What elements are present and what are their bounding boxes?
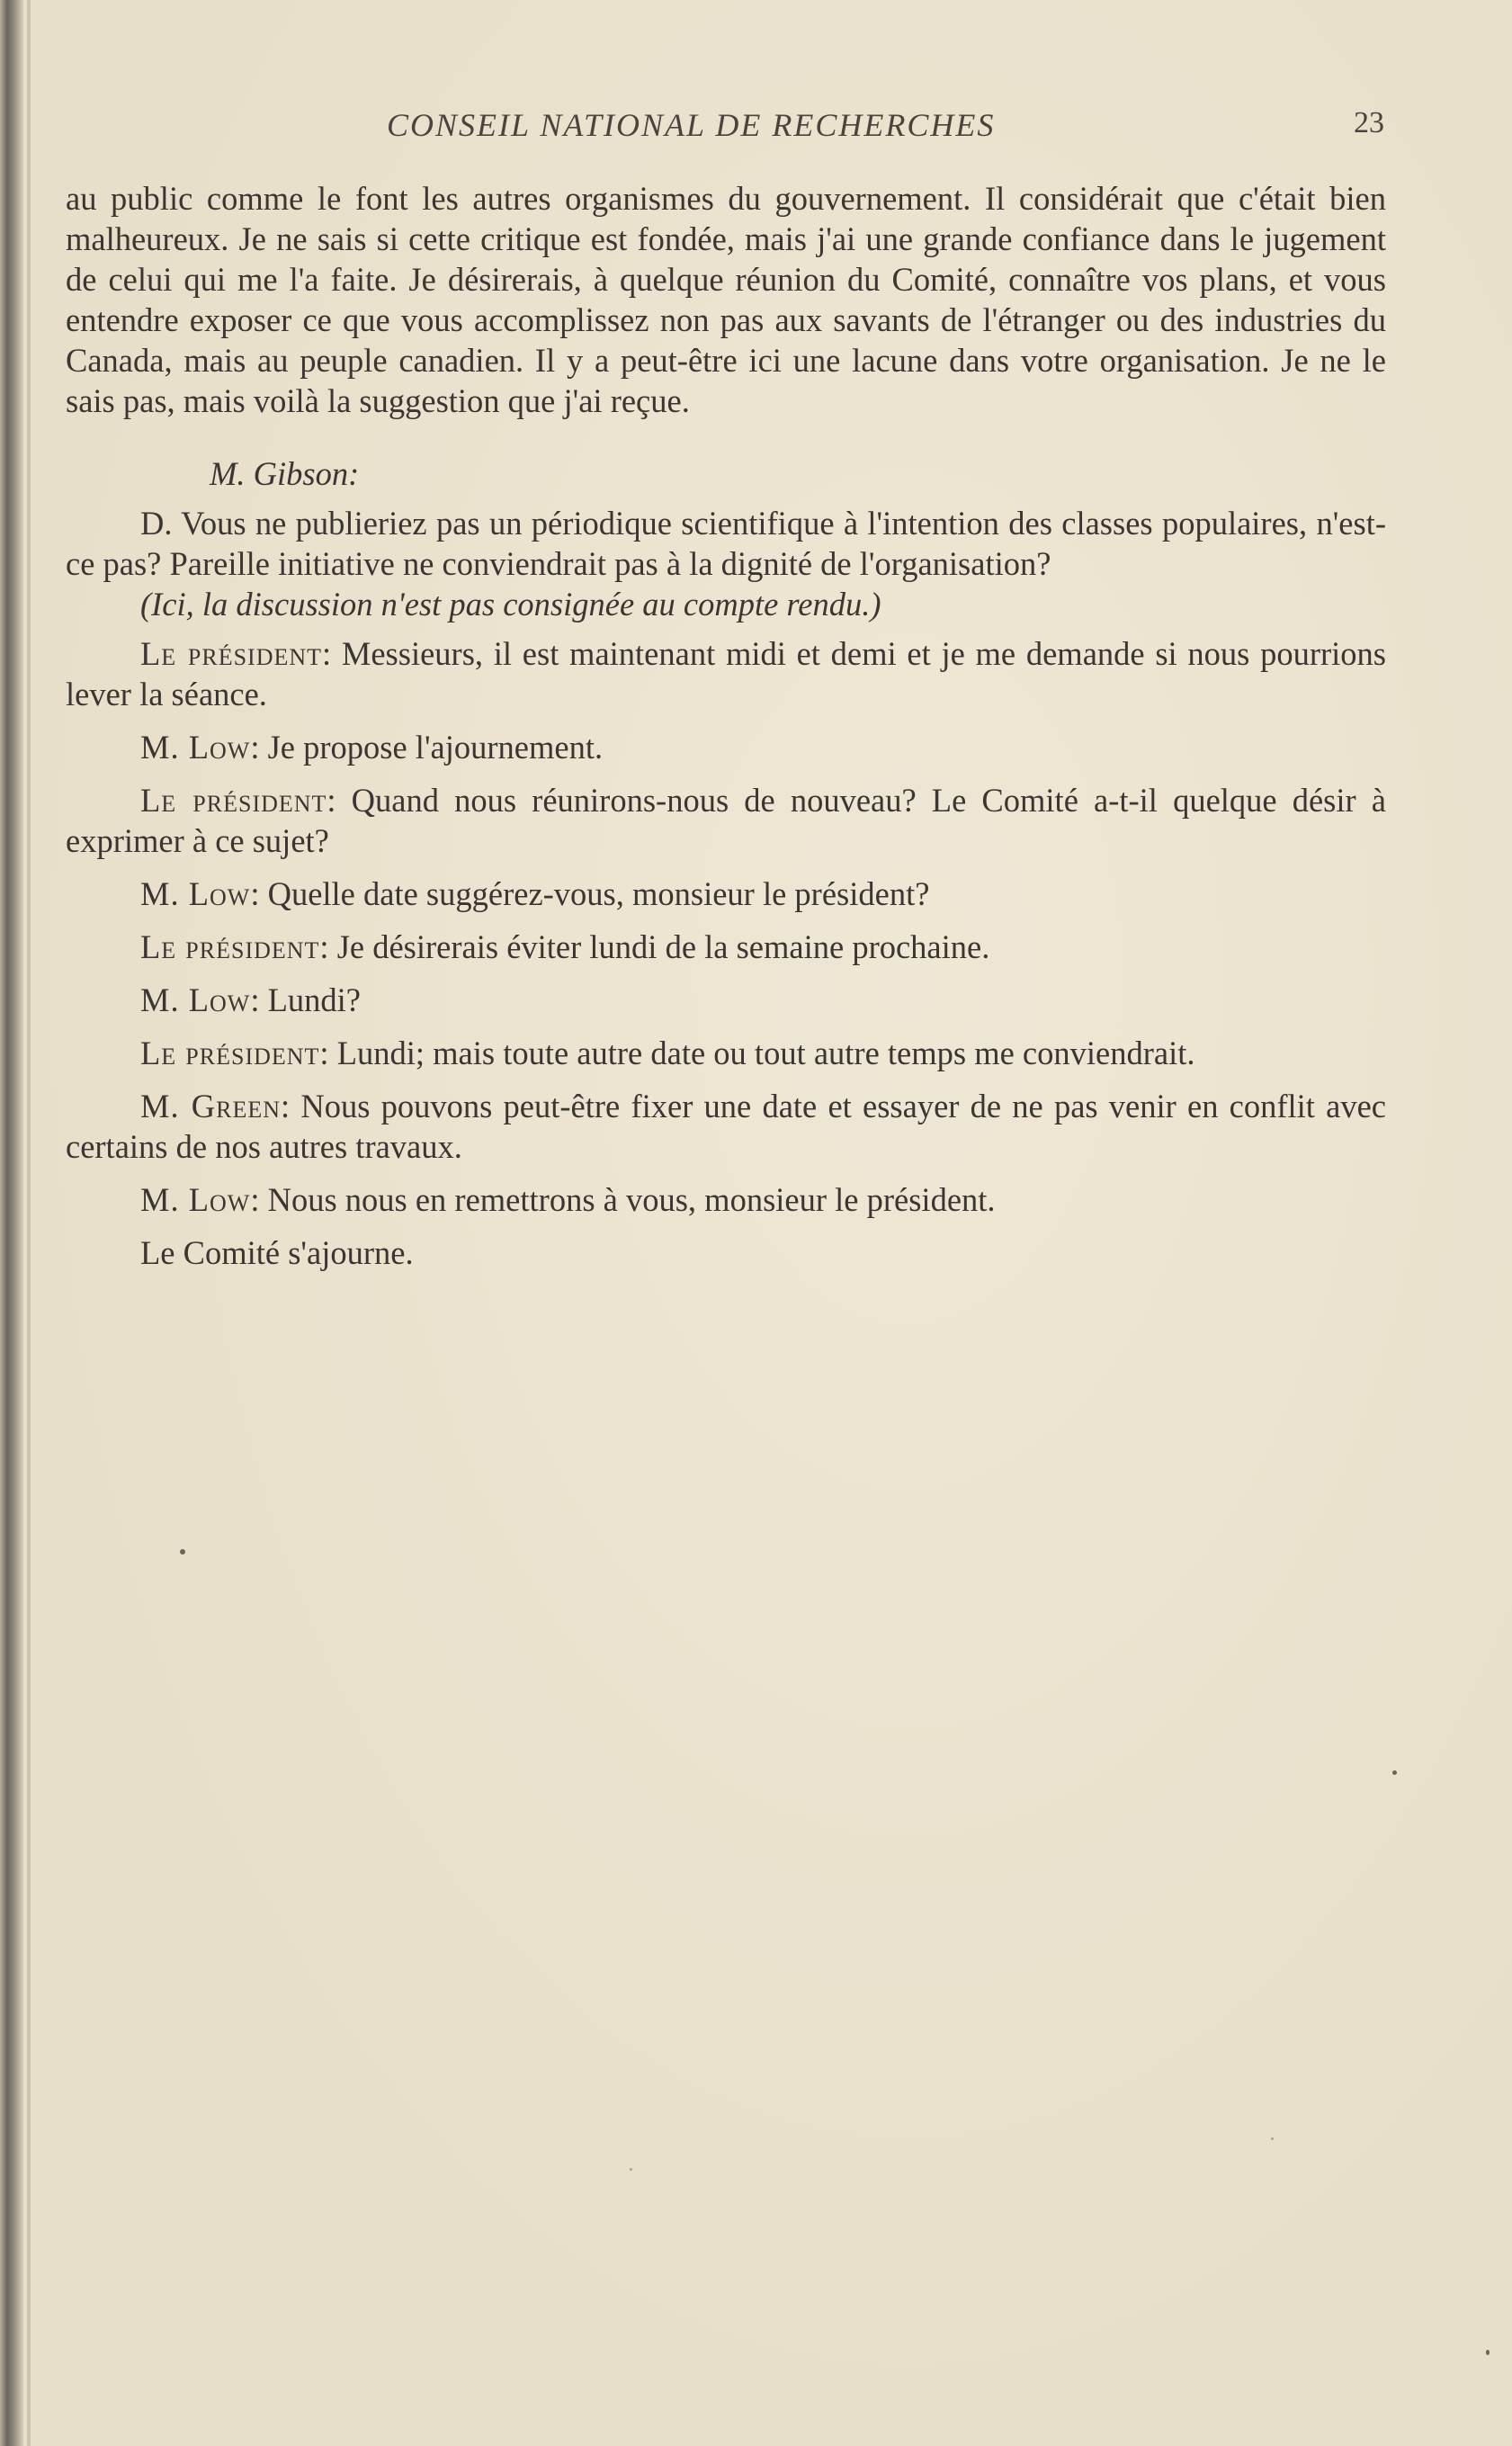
editorial-note-text: (Ici, la discussion n'est pas consignée au compte rendu.) xyxy=(140,586,881,623)
speech-text: : Je propose l'ajournement. xyxy=(250,729,604,766)
page-binding-edge xyxy=(0,0,23,2446)
scan-speck xyxy=(630,2168,632,2171)
exchange-president-4 xyxy=(66,1033,1386,1073)
speaker-president: Le président xyxy=(140,782,327,819)
exchange-low-4 xyxy=(66,1179,1386,1220)
exchange-green xyxy=(66,1086,1386,1167)
speaker-low: M. Low xyxy=(140,729,251,766)
speech-text: : Quelle date suggérez-vous, monsieur le président? xyxy=(250,875,930,912)
speech-text: : Quand nous réunirons-nous de nouveau? Le Comité a-t-il quelque désir à exprimer à ce sujet? xyxy=(66,782,1387,859)
speech-text: : Lundi? xyxy=(250,981,361,1018)
exchange-president-1 xyxy=(66,633,1386,714)
scan-speck xyxy=(180,1549,185,1555)
speech-text: : Je désirerais éviter lundi de la semaine prochaine. xyxy=(319,928,990,965)
speaker-low: M. Low xyxy=(140,875,251,912)
body-text xyxy=(66,178,1386,1273)
running-head: CONSEIL NATIONAL DE RECHERCHES xyxy=(387,107,996,143)
binding-shadow xyxy=(27,0,31,2446)
speaker-heading-gibson xyxy=(66,453,1386,494)
scan-speck xyxy=(1486,2350,1490,2355)
exchange-president-3 xyxy=(66,927,1386,967)
speaker-president: Le président xyxy=(140,635,323,672)
speech-text: : Messieurs, il est maintenant midi et demi et je me demande si nous pourrions lever la séance. xyxy=(66,635,1386,712)
speaker-president: Le président xyxy=(140,1035,320,1071)
speaker-low: M. Low xyxy=(140,981,251,1018)
scan-speck xyxy=(1271,2137,1274,2140)
closing-line: Le Comité s'ajourne. xyxy=(140,1234,414,1271)
speech-text: : Nous pouvons peut-être fixer une date et essayer de ne pas venir en conflit avec certains de nos autres travaux. xyxy=(66,1088,1386,1165)
speaker-green: M. Green xyxy=(140,1088,282,1124)
speech-text: : Lundi; mais toute autre date ou tout autre temps me conviendrait. xyxy=(319,1035,1195,1071)
exchange-low-1 xyxy=(66,727,1386,767)
page-number: 23 xyxy=(1354,106,1384,139)
editorial-note xyxy=(66,584,1386,624)
exchange-president-2 xyxy=(66,780,1386,861)
speaker-president: Le président xyxy=(140,928,320,965)
speech-text: : Nous nous en remettrons à vous, monsieur le président. xyxy=(250,1181,996,1218)
speaker-gibson: M. Gibson: xyxy=(210,455,360,492)
exchange-low-3 xyxy=(66,980,1386,1020)
speaker-low: M. Low xyxy=(140,1181,251,1218)
question-paragraph: D. Vous ne publieriez pas un périodique scientifique à l'intention des classes populaires, n'est-ce pas? Pareille initiative ne conviendrait pas à la dignité de l'organisation? xyxy=(66,505,1386,582)
scan-speck xyxy=(1392,1770,1397,1775)
paragraph-opening: au public comme le font les autres organismes du gouvernement. Il considérait que c'était bien malheureux. Je ne sais si cette critique est fondée, mais j'ai une grande confiance dans le jugement de celui qui me l'a faite. Je désirerais, à quelque réunion du Comité, connaître vos plans, et vous entendre exposer ce que vous accomplissez non pas aux savants de l'étranger ou des industries du Canada, mais au peuple canadien. Il y a peut-être ici une lacune dans votre organisation. Je ne le sais pas, mais voilà la suggestion que j'ai reçue. xyxy=(66,180,1386,419)
exchange-low-2 xyxy=(66,874,1386,914)
